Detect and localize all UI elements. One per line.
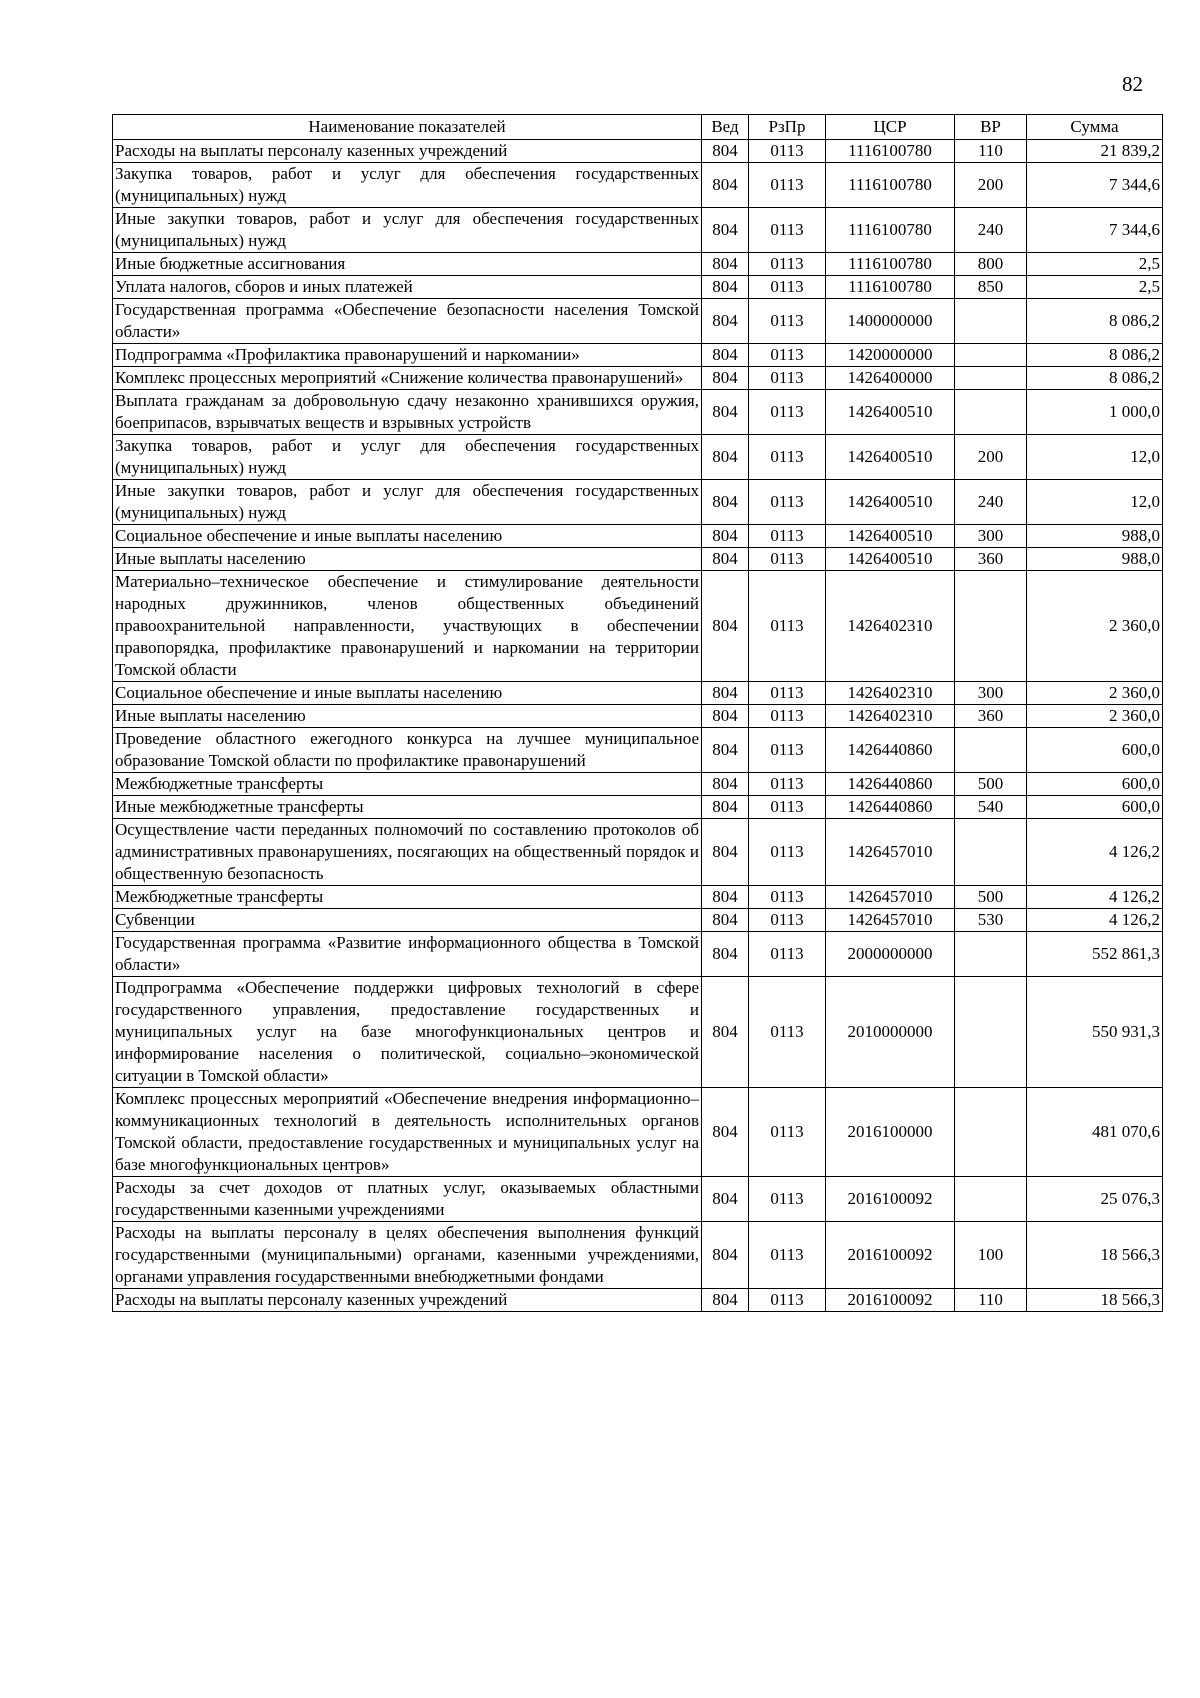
row-rzpr: 0113 <box>749 909 826 932</box>
row-vr <box>955 390 1027 435</box>
table-row <box>113 796 1163 819</box>
row-ved: 804 <box>702 796 749 819</box>
header-name: Наименование показателей <box>113 115 702 140</box>
row-sum: 21 839,2 <box>1027 140 1163 163</box>
table-row <box>113 1222 1163 1289</box>
row-ved: 804 <box>702 163 749 208</box>
row-ved: 804 <box>702 886 749 909</box>
page-number: 82 <box>1122 72 1143 96</box>
header-vr: ВР <box>955 115 1027 140</box>
table-row <box>113 909 1163 932</box>
table-row <box>113 932 1163 977</box>
row-sum: 8 086,2 <box>1027 344 1163 367</box>
row-csr: 2016100000 <box>826 1088 955 1177</box>
row-rzpr: 0113 <box>749 728 826 773</box>
table-row <box>113 299 1163 344</box>
row-sum: 12,0 <box>1027 435 1163 480</box>
table-row <box>113 390 1163 435</box>
header-sum: Сумма <box>1027 115 1163 140</box>
row-ved: 804 <box>702 682 749 705</box>
row-sum: 8 086,2 <box>1027 299 1163 344</box>
row-ved: 804 <box>702 819 749 886</box>
row-sum: 18 566,3 <box>1027 1289 1163 1312</box>
row-rzpr: 0113 <box>749 163 826 208</box>
table-row <box>113 163 1163 208</box>
table-row <box>113 208 1163 253</box>
row-csr: 1426400000 <box>826 367 955 390</box>
row-name: Выплата гражданам за добровольную сдачу незаконно хранившихся оружия, боеприпасов, взрывчатых веществ и взрывных устройств <box>113 390 702 435</box>
row-csr: 1116100780 <box>826 276 955 299</box>
table-row <box>113 480 1163 525</box>
header-rzpr: РзПр <box>749 115 826 140</box>
row-ved: 804 <box>702 208 749 253</box>
row-name: Расходы на выплаты персоналу казенных учреждений <box>113 140 702 163</box>
row-ved: 804 <box>702 390 749 435</box>
row-rzpr: 0113 <box>749 932 826 977</box>
row-name: Иные бюджетные ассигнования <box>113 253 702 276</box>
row-name: Подпрограмма «Обеспечение поддержки цифровых технологий в сфере государственного управления, предоставление государственных и муниципальных услуг на базе многофункциональных центров и информирование населения о политической, социально–экономической ситуации в Томской области» <box>113 977 702 1088</box>
row-vr: 200 <box>955 435 1027 480</box>
row-ved: 804 <box>702 480 749 525</box>
row-ved: 804 <box>702 1222 749 1289</box>
table-row <box>113 682 1163 705</box>
table-row <box>113 977 1163 1088</box>
row-sum: 550 931,3 <box>1027 977 1163 1088</box>
table-row <box>113 344 1163 367</box>
row-rzpr: 0113 <box>749 435 826 480</box>
row-rzpr: 0113 <box>749 773 826 796</box>
row-sum: 8 086,2 <box>1027 367 1163 390</box>
row-ved: 804 <box>702 276 749 299</box>
row-sum: 25 076,3 <box>1027 1177 1163 1222</box>
row-name: Иные межбюджетные трансферты <box>113 796 702 819</box>
header-csr: ЦСР <box>826 115 955 140</box>
row-csr: 1426400510 <box>826 548 955 571</box>
row-sum: 2 360,0 <box>1027 571 1163 682</box>
row-csr: 1426400510 <box>826 390 955 435</box>
row-name: Межбюджетные трансферты <box>113 886 702 909</box>
table-row <box>113 728 1163 773</box>
row-vr: 200 <box>955 163 1027 208</box>
row-csr: 1426440860 <box>826 773 955 796</box>
row-sum: 4 126,2 <box>1027 886 1163 909</box>
row-ved: 804 <box>702 435 749 480</box>
table-body <box>113 140 1163 1312</box>
row-ved: 804 <box>702 705 749 728</box>
row-csr: 1420000000 <box>826 344 955 367</box>
row-vr: 360 <box>955 548 1027 571</box>
row-vr <box>955 1088 1027 1177</box>
row-vr: 240 <box>955 480 1027 525</box>
row-sum: 4 126,2 <box>1027 909 1163 932</box>
row-vr: 530 <box>955 909 1027 932</box>
row-sum: 552 861,3 <box>1027 932 1163 977</box>
row-csr: 1116100780 <box>826 163 955 208</box>
row-vr <box>955 1177 1027 1222</box>
table-row <box>113 886 1163 909</box>
row-csr: 1426400510 <box>826 480 955 525</box>
row-csr: 1400000000 <box>826 299 955 344</box>
row-vr: 100 <box>955 1222 1027 1289</box>
row-name: Осуществление части переданных полномочий по составлению протоколов об административных правонарушениях, посягающих на общественный порядок и общественную безопасность <box>113 819 702 886</box>
row-ved: 804 <box>702 909 749 932</box>
row-sum: 600,0 <box>1027 728 1163 773</box>
row-vr: 300 <box>955 682 1027 705</box>
row-csr: 1116100780 <box>826 208 955 253</box>
row-name: Социальное обеспечение и иные выплаты населению <box>113 682 702 705</box>
row-name: Проведение областного ежегодного конкурса на лучшее муниципальное образование Томской области по профилактике правонарушений <box>113 728 702 773</box>
row-vr <box>955 299 1027 344</box>
table-row <box>113 367 1163 390</box>
row-vr <box>955 819 1027 886</box>
row-vr: 110 <box>955 1289 1027 1312</box>
row-name: Подпрограмма «Профилактика правонарушений и наркомании» <box>113 344 702 367</box>
row-ved: 804 <box>702 344 749 367</box>
table-row <box>113 1088 1163 1177</box>
table-row <box>113 571 1163 682</box>
row-sum: 7 344,6 <box>1027 163 1163 208</box>
row-rzpr: 0113 <box>749 525 826 548</box>
row-csr: 1426402310 <box>826 705 955 728</box>
row-ved: 804 <box>702 525 749 548</box>
row-csr: 1426457010 <box>826 909 955 932</box>
row-csr: 1426440860 <box>826 728 955 773</box>
row-vr: 540 <box>955 796 1027 819</box>
row-rzpr: 0113 <box>749 571 826 682</box>
row-rzpr: 0113 <box>749 253 826 276</box>
row-sum: 481 070,6 <box>1027 1088 1163 1177</box>
row-rzpr: 0113 <box>749 1177 826 1222</box>
table-row <box>113 773 1163 796</box>
row-rzpr: 0113 <box>749 390 826 435</box>
table-row <box>113 525 1163 548</box>
row-name: Социальное обеспечение и иные выплаты населению <box>113 525 702 548</box>
row-vr: 240 <box>955 208 1027 253</box>
row-name: Государственная программа «Развитие информационного общества в Томской области» <box>113 932 702 977</box>
row-rzpr: 0113 <box>749 1222 826 1289</box>
row-name: Расходы на выплаты персоналу в целях обеспечения выполнения функций государственными (муниципальными) органами, казенными учреждениями, органами управления государственными внебюджетными фондами <box>113 1222 702 1289</box>
row-sum: 988,0 <box>1027 525 1163 548</box>
row-ved: 804 <box>702 977 749 1088</box>
row-rzpr: 0113 <box>749 548 826 571</box>
row-name: Закупка товаров, работ и услуг для обеспечения государственных (муниципальных) нужд <box>113 435 702 480</box>
table-row <box>113 276 1163 299</box>
row-ved: 804 <box>702 548 749 571</box>
row-vr: 800 <box>955 253 1027 276</box>
row-rzpr: 0113 <box>749 705 826 728</box>
row-vr <box>955 367 1027 390</box>
row-name: Комплекс процессных мероприятий «Обеспечение внедрения информационно–коммуникационных технологий в деятельность исполнительных органов Томской области, предоставление государственных и муниципальных услуг на базе многофункциональных центров» <box>113 1088 702 1177</box>
row-csr: 2000000000 <box>826 932 955 977</box>
table-row <box>113 435 1163 480</box>
row-csr: 1426400510 <box>826 525 955 548</box>
row-ved: 804 <box>702 253 749 276</box>
row-name: Иные закупки товаров, работ и услуг для обеспечения государственных (муниципальных) нужд <box>113 208 702 253</box>
row-rzpr: 0113 <box>749 344 826 367</box>
row-sum: 2 360,0 <box>1027 682 1163 705</box>
row-csr: 1426457010 <box>826 819 955 886</box>
row-name: Иные закупки товаров, работ и услуг для обеспечения государственных (муниципальных) нужд <box>113 480 702 525</box>
row-name: Расходы за счет доходов от платных услуг, оказываемых областными государственными казенными учреждениями <box>113 1177 702 1222</box>
row-ved: 804 <box>702 1177 749 1222</box>
table-row <box>113 705 1163 728</box>
row-vr <box>955 977 1027 1088</box>
row-csr: 1426402310 <box>826 571 955 682</box>
row-sum: 2,5 <box>1027 276 1163 299</box>
row-csr: 2016100092 <box>826 1222 955 1289</box>
table-row <box>113 548 1163 571</box>
row-name: Уплата налогов, сборов и иных платежей <box>113 276 702 299</box>
row-csr: 1426457010 <box>826 886 955 909</box>
row-ved: 804 <box>702 773 749 796</box>
row-rzpr: 0113 <box>749 886 826 909</box>
row-name: Закупка товаров, работ и услуг для обеспечения государственных (муниципальных) нужд <box>113 163 702 208</box>
row-rzpr: 0113 <box>749 299 826 344</box>
row-csr: 2010000000 <box>826 977 955 1088</box>
row-ved: 804 <box>702 728 749 773</box>
row-rzpr: 0113 <box>749 367 826 390</box>
row-name: Межбюджетные трансферты <box>113 773 702 796</box>
row-name: Государственная программа «Обеспечение безопасности населения Томской области» <box>113 299 702 344</box>
row-name: Расходы на выплаты персоналу казенных учреждений <box>113 1289 702 1312</box>
row-vr <box>955 571 1027 682</box>
row-vr: 500 <box>955 886 1027 909</box>
table-row <box>113 253 1163 276</box>
row-sum: 600,0 <box>1027 773 1163 796</box>
row-csr: 2016100092 <box>826 1289 955 1312</box>
row-rzpr: 0113 <box>749 796 826 819</box>
row-ved: 804 <box>702 299 749 344</box>
row-csr: 1116100780 <box>826 140 955 163</box>
row-rzpr: 0113 <box>749 1289 826 1312</box>
row-csr: 1426400510 <box>826 435 955 480</box>
row-ved: 804 <box>702 1289 749 1312</box>
row-sum: 7 344,6 <box>1027 208 1163 253</box>
row-sum: 4 126,2 <box>1027 819 1163 886</box>
row-vr: 360 <box>955 705 1027 728</box>
table-row <box>113 819 1163 886</box>
row-name: Материально–техническое обеспечение и стимулирование деятельности народных дружинников, членов общественных объединений правоохранительной направленности, участвующих в обеспечении правопорядка, профилактике правонарушений и наркомании на территории Томской области <box>113 571 702 682</box>
row-ved: 804 <box>702 140 749 163</box>
row-ved: 804 <box>702 932 749 977</box>
row-ved: 804 <box>702 367 749 390</box>
row-sum: 12,0 <box>1027 480 1163 525</box>
row-csr: 1426440860 <box>826 796 955 819</box>
row-name: Субвенции <box>113 909 702 932</box>
row-csr: 1426402310 <box>826 682 955 705</box>
row-sum: 2,5 <box>1027 253 1163 276</box>
row-vr <box>955 344 1027 367</box>
row-vr <box>955 932 1027 977</box>
table-row <box>113 140 1163 163</box>
table-row <box>113 1177 1163 1222</box>
row-ved: 804 <box>702 1088 749 1177</box>
row-rzpr: 0113 <box>749 977 826 1088</box>
row-rzpr: 0113 <box>749 140 826 163</box>
row-vr: 850 <box>955 276 1027 299</box>
row-sum: 1 000,0 <box>1027 390 1163 435</box>
row-rzpr: 0113 <box>749 480 826 525</box>
row-rzpr: 0113 <box>749 276 826 299</box>
row-name: Комплекс процессных мероприятий «Снижение количества правонарушений» <box>113 367 702 390</box>
row-sum: 18 566,3 <box>1027 1222 1163 1289</box>
row-vr: 110 <box>955 140 1027 163</box>
budget-table <box>112 114 1163 1312</box>
row-rzpr: 0113 <box>749 819 826 886</box>
row-vr: 500 <box>955 773 1027 796</box>
row-rzpr: 0113 <box>749 208 826 253</box>
row-csr: 2016100092 <box>826 1177 955 1222</box>
row-sum: 600,0 <box>1027 796 1163 819</box>
row-rzpr: 0113 <box>749 1088 826 1177</box>
row-name: Иные выплаты населению <box>113 548 702 571</box>
row-vr: 300 <box>955 525 1027 548</box>
row-rzpr: 0113 <box>749 682 826 705</box>
row-csr: 1116100780 <box>826 253 955 276</box>
table-header-row <box>113 115 1163 140</box>
header-ved: Вед <box>702 115 749 140</box>
table-row <box>113 1289 1163 1312</box>
row-sum: 988,0 <box>1027 548 1163 571</box>
row-sum: 2 360,0 <box>1027 705 1163 728</box>
row-vr <box>955 728 1027 773</box>
row-name: Иные выплаты населению <box>113 705 702 728</box>
row-ved: 804 <box>702 571 749 682</box>
